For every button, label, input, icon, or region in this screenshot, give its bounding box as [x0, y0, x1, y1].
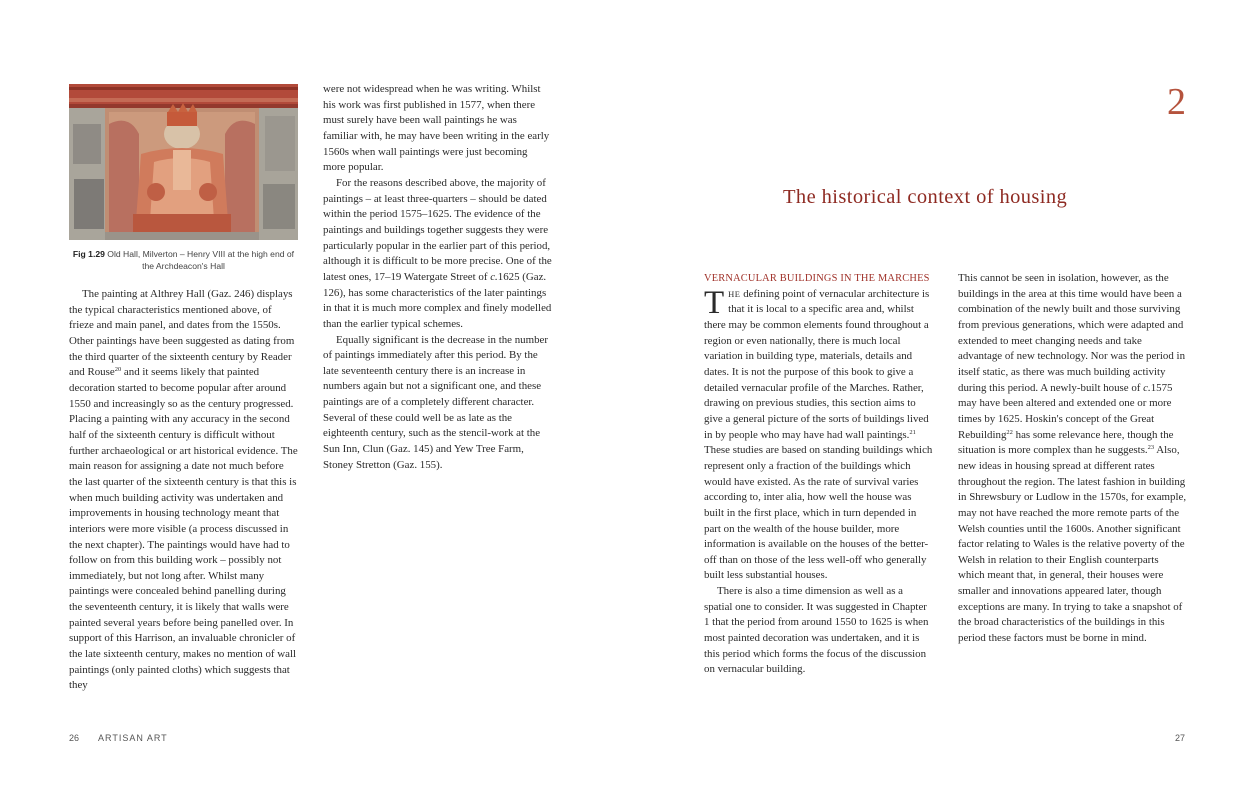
right-page-column-2	[958, 271, 1187, 647]
paragraph-text: These studies are based on standing buildings which represent only a fraction of the buildings which would have existed. As the rate of survival varies according to, inter alia, how well the house was built in the first place, which in turn depended in part on the wealth of the house builder, more information is available on the houses of the better-off than on those of the less well-off who generally built less substantial houses.	[704, 444, 933, 582]
left-page-column-2	[323, 82, 552, 473]
section-heading: VERNACULAR BUILDINGS IN THE MARCHES	[704, 273, 930, 284]
paragraph	[958, 271, 1187, 647]
paragraph-text: This cannot be seen in isolation, however, as the buildings in the area at this time would have been a combination of the newly built and those surviving from previous generations, which were adapted and extended to meet changing needs and take advantage of new technology. Nor was the period in itself static, as there was much building activity during this period. A newly-built house of	[958, 272, 1186, 394]
paragraph-text: Also, new ideas in housing spread at different rates throughout the region. The latest fashion in building in Shrewsbury or Ludlow in the 1570s, for example, may not have reached the more remote parts of the Welsh counties until the 1600s. Another significant factor relating to Wales is the relative poverty of the Welsh in relation to their English counterparts which meant that, in general, their houses were smaller and innovations appeared later, though exceptions are many. In trying to take a snapshot of the broad characteristics of the buildings in this period these factors must be borne in mind.	[958, 444, 1187, 645]
paragraph-text: For the reasons described above, the majority of paintings – at least three-quarters – should be dated within the period 1575–1625. The evidence of the paintings and buildings together suggests they were particularly popular in the earlier part of this period, although it is difficult to be more precise. One of the latest ones, 17–19 Watergate Street of	[323, 176, 552, 283]
page-number: 26	[69, 733, 80, 743]
left-page-column-1	[69, 287, 298, 694]
paragraph	[323, 176, 552, 333]
paragraph: There is also a time dimension as well as a spatial one to consider. It was suggested in Chapter 1 that the period from around 1550 to 1625 is when most painted decoration was undertaken, and it is this period which forms the focus of the discussion on vernacular building.	[704, 585, 929, 676]
paragraph	[69, 287, 298, 694]
paragraph-text: 1575 may have been altered and extended one or more times by 1625. Hoskin's concept of the Great Rebuilding	[958, 381, 1173, 441]
footnote-ref: 20	[114, 366, 122, 374]
running-head: ARTISAN ART	[98, 733, 168, 743]
right-page	[628, 0, 1256, 800]
chapter-number: 2	[1167, 81, 1186, 123]
paragraph-text: has some relevance here, though the situation is more complex than he suggests.	[958, 428, 1174, 457]
drop-cap: T	[704, 284, 725, 321]
right-page-column-1	[704, 271, 933, 678]
paragraph-text: 1625 (Gaz. 126), has some characteristics of the later paintings in that it is much more complex and finely modelled than the earlier typical schemes.	[323, 270, 552, 330]
wall-painting-photo	[69, 84, 298, 240]
paragraph-text: The painting at Althrey Hall (Gaz. 246) displays the typical characteristics mentioned above, of frieze and main panel, and dates from the 1550s. Other paintings have been suggested as dating from the third quarter of the sixteenth century by Reader and Rouse	[69, 288, 295, 379]
figure-caption-label: Fig 1.29	[72, 249, 105, 259]
small-caps-lead: HE	[728, 288, 741, 299]
paragraph: Equally significant is the decrease in the number of paintings immediately after this period. By the late seventeenth century there is an increase in numbers again but not a significant one, and these paintings are of a completely different character. Several of these could well be as late as the eighteenth century, such as the stencil-work at the Sun Inn, Clun (Gaz. 145) and Yew Tree Farm, Stoney Stretton (Gaz. 155).	[323, 333, 548, 471]
figure-caption	[69, 248, 298, 272]
paragraph-text: defining point of vernacular architecture is that it is local to a specific area and, whilst there may be common elements found throughout a region or even nationally, there is much local variation in building type, materials, details and dates. It is not the purpose of this book to give a detailed vernacular profile of the Marches. Rather, drawing on previous studies, this section aims to give a general picture of the sorts of buildings lived in by people who may have had wall paintings.	[704, 287, 930, 441]
page-number: 27	[1174, 733, 1185, 743]
circa-abbrev: c.	[1143, 381, 1151, 394]
paragraph-text: and it seems likely that painted decoration started to become popular after around 1550 and increasingly so as the century progressed. Placing a painting with any accuracy in the second half of the sixteenth century is difficult without further archaeological or art historical evidence. The main reason for assigning a date not much before the last quarter of the sixteenth century is that this is when much building activity was undertaken and improvements in housing technology meant that interiors were more visible (a process discussed in the next chapter). The paintings would have had to follow on from this building work – possibly not immediately, but not long after. Whilst many paintings were concealed behind panelling during the seventeenth century, it is likely that walls were painted several years before being panelled over. In support of this Harrison, an invaluable chronicler of the late sixteenth century, makes no mention of wall paintings (only painted cloths) which suggests that they	[69, 366, 298, 692]
footnote-ref: 21	[909, 428, 916, 436]
circa-abbrev: c.	[490, 270, 498, 283]
footnote-ref: 23	[1147, 444, 1155, 452]
chapter-title: The historical context of housing	[783, 186, 1068, 208]
figure-caption-text: Old Hall, Milverton – Henry VIII at the high end of the Archdeacon's Hall	[107, 249, 295, 271]
paragraph: were not widespread when he was writing. Whilst his work was first published in 1577, when there must surely have been wall paintings he was familiar with, he may have been writing in the early 1560s when wall paintings were just becoming more popular.	[323, 83, 550, 174]
footnote-ref: 22	[1006, 428, 1013, 436]
paragraph	[704, 284, 933, 584]
